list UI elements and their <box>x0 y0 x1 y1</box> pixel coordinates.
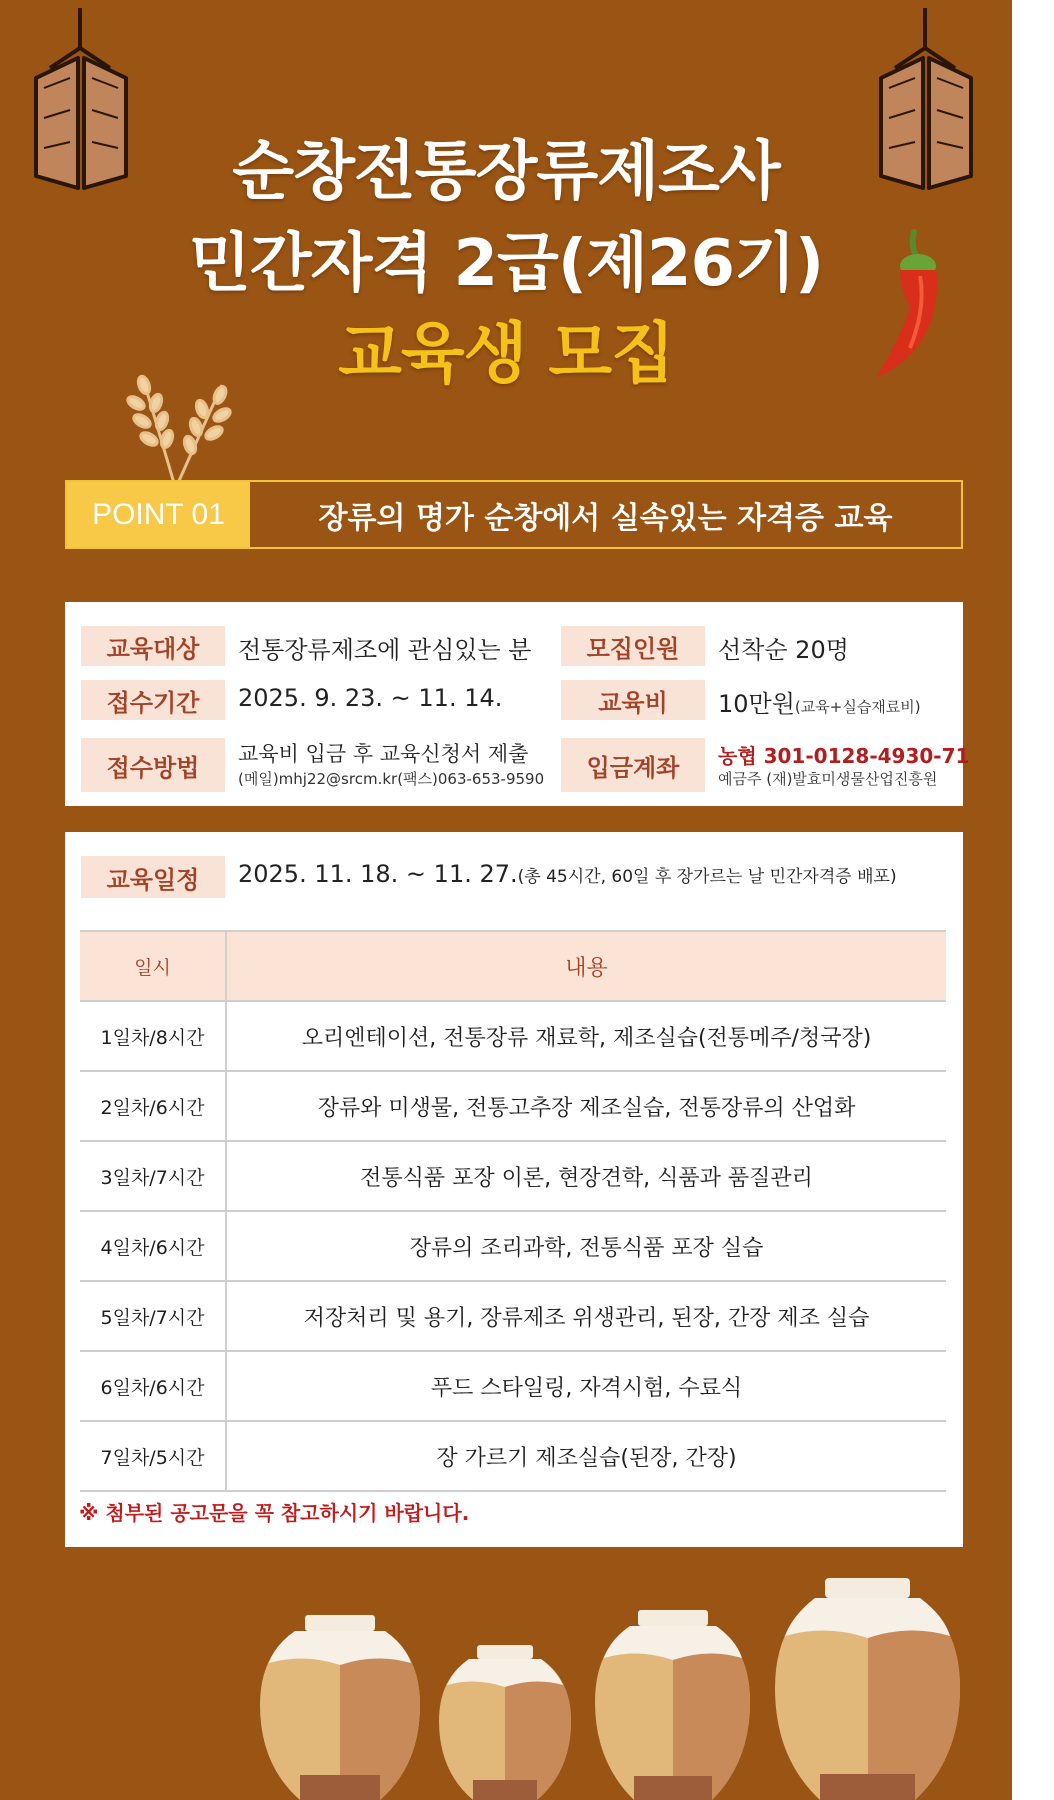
target-label: 교육대상 <box>81 626 225 666</box>
schedule-day-cell: 5일차/7시간 <box>80 1281 226 1351</box>
schedule-content-cell: 푸드 스타일링, 자격시험, 수료식 <box>226 1351 946 1421</box>
info-card <box>65 602 970 806</box>
fee-value: 10만원 <box>718 690 795 718</box>
schedule-label: 교육일정 <box>81 856 225 898</box>
schedule-dates-note: (총 45시간, 60일 후 장가르는 날 민간자격증 배포) <box>517 867 897 887</box>
table-header-row <box>80 931 946 1001</box>
fee-note: (교육+실습재료비) <box>794 698 921 716</box>
schedule-day-cell: 4일차/6시간 <box>80 1211 226 1281</box>
notice-text: ※ 첨부된 공고문을 꼭 참고하시기 바랍니다. <box>79 1501 470 1525</box>
account-label: 입금계좌 <box>561 738 705 792</box>
point-text: 장류의 명가 순창에서 실속있는 자격증 교육 <box>318 500 893 536</box>
target-value: 전통장류제조에 관심있는 분 <box>238 636 532 664</box>
point-banner <box>65 480 963 549</box>
fee-label: 교육비 <box>561 680 705 720</box>
account-holder: 예금주 (재)발효미생물산업진흥원 <box>718 770 938 788</box>
table-row <box>80 1351 946 1421</box>
table-row <box>80 1141 946 1211</box>
schedule-day-cell: 6일차/6시간 <box>80 1351 226 1421</box>
account-bank: 농협 301-0128-4930-71 <box>718 744 970 768</box>
schedule-content-cell: 저장처리 및 용기, 장류제조 위생관리, 된장, 간장 제조 실습 <box>226 1281 946 1351</box>
fee-info <box>718 684 921 719</box>
jar-icon <box>255 1615 425 1800</box>
schedule-dates: 2025. 11. 18. ~ 11. 27. <box>238 860 518 888</box>
table-row <box>80 1071 946 1141</box>
table-row <box>80 1421 946 1491</box>
column-header-content: 내용 <box>226 931 946 1001</box>
title-line-2: 민간자격 2급(제26기) <box>188 227 824 301</box>
table-row <box>80 1281 946 1351</box>
schedule-day-cell: 1일차/8시간 <box>80 1001 226 1071</box>
schedule-table <box>80 930 946 1492</box>
title-line-3: 교육생 모집 <box>338 315 674 392</box>
jar-icon <box>590 1610 755 1800</box>
recruit-value: 선착순 20명 <box>718 636 849 664</box>
schedule-content-cell: 장류의 조리과학, 전통식품 포장 실습 <box>226 1211 946 1281</box>
point-label: POINT 01 <box>67 482 250 547</box>
method-value: 교육비 입금 후 교육신청서 제출 <box>238 742 529 766</box>
schedule-dates-line <box>238 860 897 888</box>
method-contact: (메일)mhj22@srcm.kr(팩스)063-653-9590 <box>238 770 545 788</box>
recruit-label: 모집인원 <box>561 626 705 666</box>
schedule-card <box>65 832 963 1547</box>
schedule-day-cell: 2일차/6시간 <box>80 1071 226 1141</box>
schedule-day-cell: 3일차/7시간 <box>80 1141 226 1211</box>
schedule-content-cell: 장 가르기 제조실습(된장, 간장) <box>226 1421 946 1491</box>
table-row <box>80 1001 946 1071</box>
table-row <box>80 1211 946 1281</box>
title-line-1: 순창전통장류제조사 <box>232 135 780 209</box>
method-label: 접수방법 <box>81 738 225 792</box>
jar-icon <box>435 1645 575 1800</box>
column-header-day: 일시 <box>80 931 226 1001</box>
period-value: 2025. 9. 23. ~ 11. 14. <box>238 684 503 712</box>
jar-icon <box>770 1578 965 1800</box>
schedule-content-cell: 오리엔테이션, 전통장류 재료학, 제조실습(전통메주/청국장) <box>226 1001 946 1071</box>
period-label: 접수기간 <box>81 680 225 720</box>
schedule-content-cell: 장류와 미생물, 전통고추장 제조실습, 전통장류의 산업화 <box>226 1071 946 1141</box>
schedule-day-cell: 7일차/5시간 <box>80 1421 226 1491</box>
schedule-content-cell: 전통식품 포장 이론, 현장견학, 식품과 품질관리 <box>226 1141 946 1211</box>
